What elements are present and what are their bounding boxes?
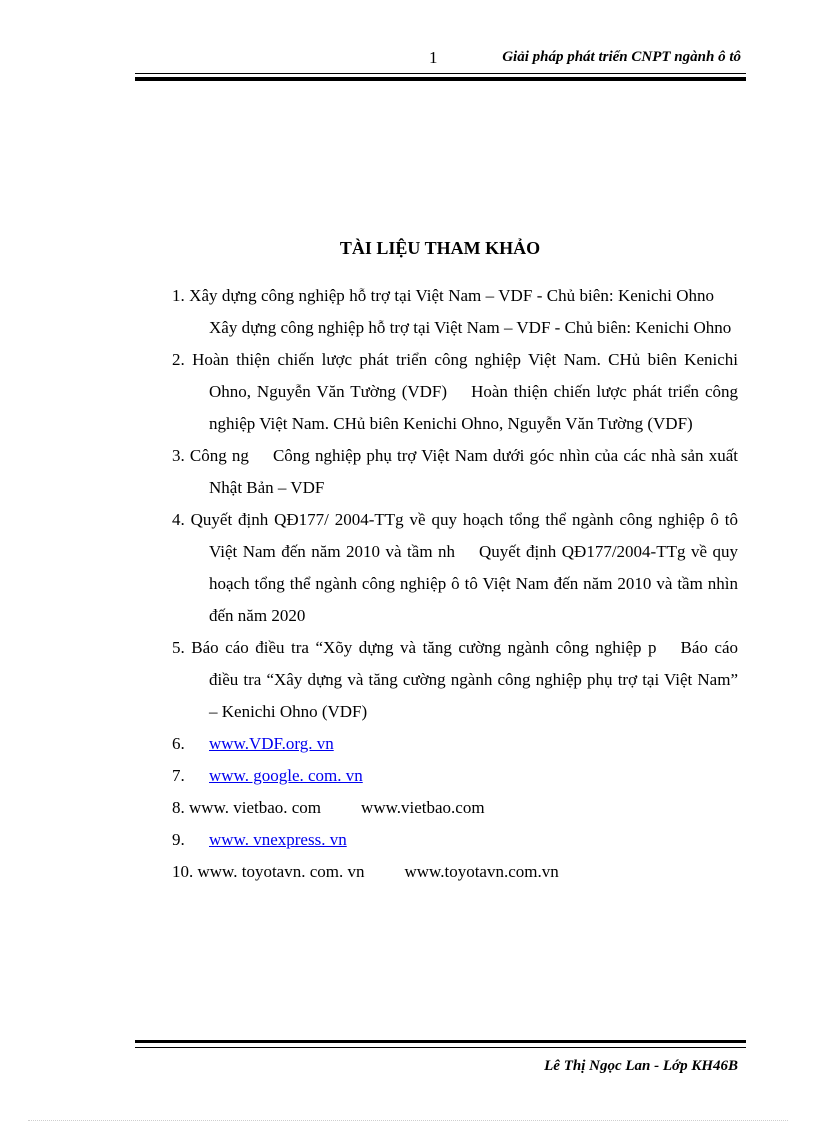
reference-item xyxy=(172,280,738,344)
reference-text: www. toyotavn. com. vn xyxy=(197,862,365,881)
reference-item xyxy=(172,344,738,440)
reference-text: Báo cáo điều tra “Xõy dựng và tăng cường ngành công nghiệp p xyxy=(191,638,657,657)
reference-link[interactable]: www.VDF.org. vn xyxy=(209,734,334,753)
reference-number: 2. xyxy=(172,350,185,369)
reference-number: 1. xyxy=(172,286,185,305)
header-title: Giải pháp phát triển CNPT ngành ô tô xyxy=(502,49,741,65)
header-rule-thick xyxy=(135,77,746,81)
reference-text-duplicate: Quyết định QĐ177/2004-TTg về quy hoạch tổng thể ngành công nghiệp ô tô Việt Nam đến năm 2010 và tầm nhìn đến năm 2020 xyxy=(209,542,738,625)
header-rule-thin xyxy=(135,73,746,74)
footer-rule-thick xyxy=(135,1040,746,1043)
reference-item xyxy=(172,728,738,760)
reference-text-duplicate: Hoàn thiện chiến lược phát triển công nghiệp Việt Nam. CHủ biên Kenichi Ohno, Nguyễn Văn Tường (VDF) xyxy=(209,382,738,433)
reference-text: Hoàn thiện chiến lược phát triển công nghiệp Việt Nam. CHủ biên Kenichi Ohno, Nguyễn Văn Tường (VDF) xyxy=(192,350,738,401)
reference-item xyxy=(172,760,738,792)
reference-number: 6. xyxy=(172,734,185,753)
reference-number: 3. xyxy=(172,446,185,465)
reference-link[interactable]: www. google. com. vn xyxy=(209,766,363,785)
reference-text-duplicate: Xây dựng công nghiệp hỗ trợ tại Việt Nam – VDF - Chủ biên: Kenichi Ohno xyxy=(209,318,732,337)
reference-number: 4. xyxy=(172,510,185,529)
reference-item xyxy=(172,440,738,504)
reference-item xyxy=(172,504,738,632)
page-title: TÀI LIỆU THAM KHẢO xyxy=(339,238,541,258)
reference-number: 7. xyxy=(172,766,185,785)
page-number: 1 xyxy=(429,48,438,67)
reference-text-duplicate: Công nghiệp phụ trợ Việt Nam dưới góc nhìn của các nhà sản xuất Nhật Bản – VDF xyxy=(209,446,738,497)
footer-rule-thin xyxy=(135,1047,746,1048)
reference-text: Công ng xyxy=(189,446,249,465)
reference-text-duplicate: Báo cáo điều tra “Xây dựng và tăng cường ngành công nghiệp phụ trợ tại Việt Nam” – Kenichi Ohno (VDF) xyxy=(209,638,738,721)
reference-number: 8. xyxy=(172,798,185,817)
reference-number: 5. xyxy=(172,638,185,657)
page-header xyxy=(135,48,745,70)
reference-number: 9. xyxy=(172,830,185,849)
reference-item xyxy=(172,824,738,856)
reference-item xyxy=(172,792,738,824)
reference-text: Quyết định QĐ177/ 2004-TTg về quy hoạch tổng thể ngành công nghiệp ô tô Việt Nam đến năm 2010 và tầm nh xyxy=(190,510,739,561)
reference-link[interactable]: www. vnexpress. vn xyxy=(209,830,347,849)
reference-item xyxy=(172,856,738,888)
reference-list xyxy=(172,280,738,888)
footer-author: Lê Thị Ngọc Lan - Lớp KH46B xyxy=(544,1058,738,1074)
reference-text-duplicate: www.toyotavn.com.vn xyxy=(404,862,559,881)
reference-text: www. vietbao. com xyxy=(189,798,322,817)
reference-number: 10. xyxy=(172,862,194,881)
reference-item xyxy=(172,632,738,728)
reference-text: Xây dựng công nghiệp hỗ trợ tại Việt Nam – VDF - Chủ biên: Kenichi Ohno xyxy=(189,286,714,305)
page-bottom-dotted-line xyxy=(28,1120,788,1121)
reference-text-duplicate: www.vietbao.com xyxy=(361,798,485,817)
